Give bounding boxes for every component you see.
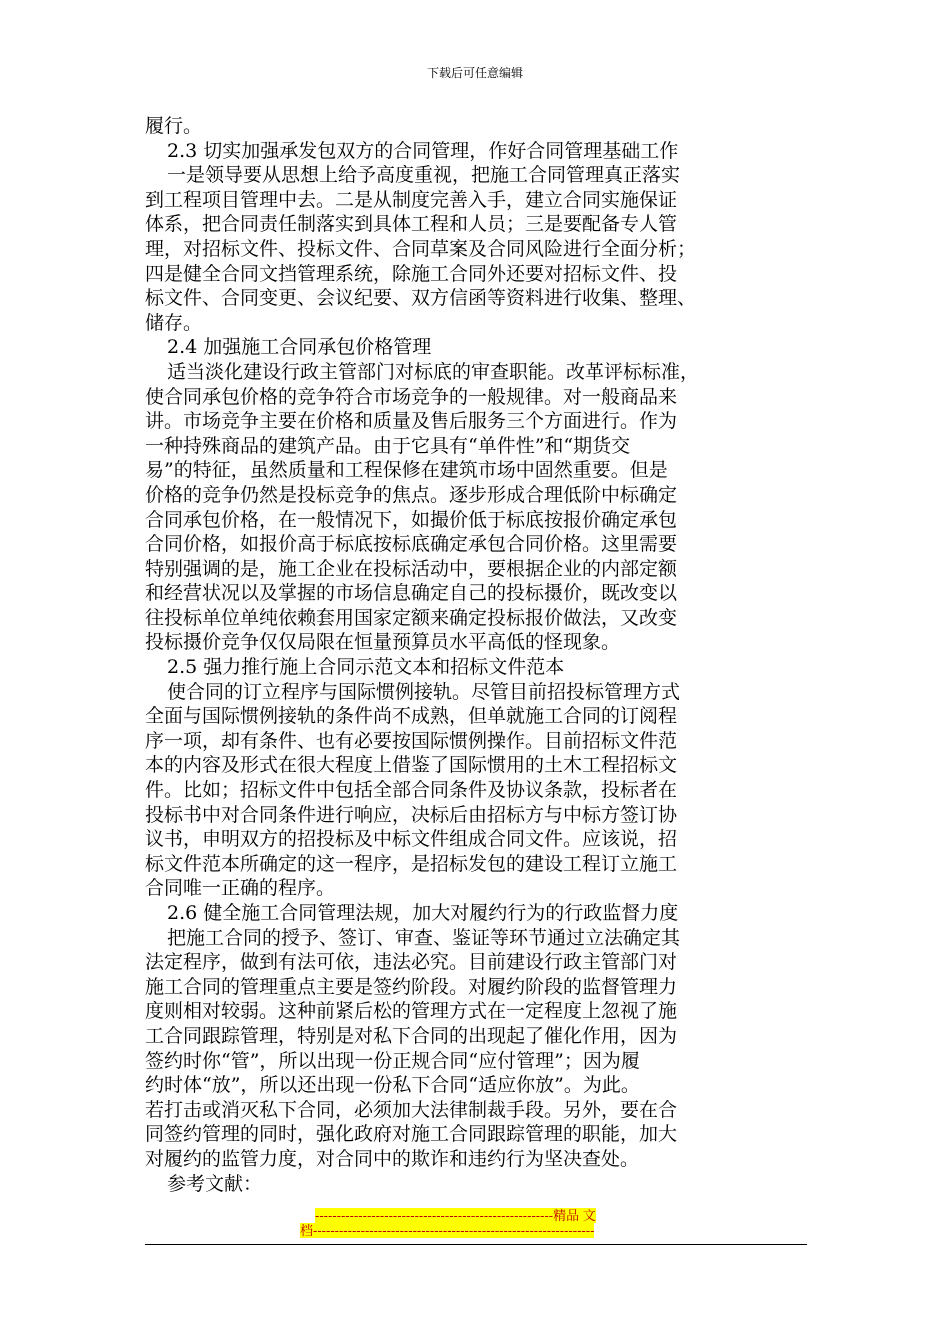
- text-line: 同签约管理的同时，强化政府对施工合同跟踪管理的职能，加大: [145, 1123, 678, 1146]
- text-line: 讲。市场竞争主要在价格和质量及售后服务三个方面进行。作为: [145, 410, 678, 433]
- text-line: 四是健全合同文挡管理系统，除施工合同外还要对招标文件、投: [145, 262, 678, 285]
- text-line: 合同承包价格，在一般情况下，如撮价低于标底按报价确定承包: [145, 508, 678, 531]
- text-line: 特别强调的是，施工企业在投标活动中，要根据企业的内部定额: [145, 557, 678, 580]
- watermark-line-2-text: 档-----------------------------------------------------------------: [300, 1223, 595, 1238]
- text-line: 把施工合同的授予、签订、审查、鉴证等环节通过立法确定其: [167, 926, 681, 949]
- text-line: 2.3 切实加强承发包双方的合同管理，作好合同管理基础工作: [167, 139, 679, 162]
- text-line: 2.6 健全施工合同管理法规，加大对履约行为的行政监督力度: [167, 902, 679, 924]
- footer-divider: [145, 1244, 807, 1245]
- text-line: 使合同的订立程序与国际惯例接轨。尽管目前招投标管理方式: [167, 680, 681, 703]
- text-line: 对履约的监管力度，对合同中的欺诈和违约行为坚决查处。: [145, 1147, 640, 1170]
- text-line: 工合同跟踪管理，特别是对私下合同的出现起了催化作用，因为: [145, 1024, 678, 1047]
- text-line: 2.5 强力推行施上合同示范文本和招标文件范本: [167, 656, 565, 679]
- text-line: 履行。: [145, 115, 203, 137]
- text-line: 易”的特征，虽然质量和工程保修在建筑市场中固然重要。但是: [145, 459, 668, 482]
- text-line: 约时体“放”，所以还出现一份私下合同“适应你放”。为此。: [145, 1074, 640, 1097]
- text-line: 一是领导要从思想上给予高度重视，把施工合同管理真正落实: [167, 164, 681, 187]
- text-line: 价格的竞争仍然是投标竞争的焦点。逐步形成合理低阶中标确定: [145, 483, 678, 506]
- text-line: 到工程项目管理中去。二是从制度完善入手，建立合同实施保证: [145, 188, 678, 211]
- text-line: 2.4 加强施工合同承包价格管理: [167, 336, 432, 359]
- text-line: 适当淡化建设行政主管部门对标底的审查职能。改革评标标准，: [167, 360, 700, 383]
- text-line: 若打击或消灭私下合同，必须加大法律制裁手段。另外，要在合: [145, 1098, 678, 1121]
- text-line: 参考文献：: [167, 1172, 263, 1195]
- watermark-footer: [300, 1208, 650, 1238]
- text-line: 往投标单位单纯依赖套用国家定额来确定投标报价做法，又改变: [145, 606, 678, 629]
- page-header: 下载后可任意编辑: [426, 66, 523, 80]
- text-line: 施工合同的管理重点主要是签约阶段。对履约阶段的监督管理力: [145, 975, 678, 998]
- text-line: 体系，把合同责任制落实到具体工程和人员；三是要配备专人管: [145, 213, 678, 236]
- text-line: 法定程序，做到有法可依，违法必究。目前建设行政主管部门对: [145, 951, 678, 974]
- watermark-line-1-text: -------------------------------------------------------精品 文: [315, 1208, 596, 1223]
- text-line: 投标书中对合同条件进行响应，决标后由招标方与中标方签订协: [145, 803, 678, 826]
- text-line: 标文件、合同变更、会议纪要、双方信函等资料进行收集、整理、: [145, 287, 697, 310]
- text-line: 议书，申明双方的招投标及中标文件组成合同文件。应该说，招: [145, 828, 678, 851]
- text-line: 本的内容及形式在很大程度上借鉴了国际惯用的土木工程招标文: [145, 754, 678, 777]
- document-body: [145, 114, 810, 1196]
- text-line: 一种持殊商品的建筑产品。由于它具有“单件性”和“期货交: [145, 434, 631, 457]
- text-line: 序一项，却有条件、也有必要按国际惯例操作。目前招标文件范: [145, 729, 678, 752]
- watermark-line-2: [300, 1223, 650, 1238]
- text-line: 标文件范本所确定的这一程序，是招标发包的建设工程订立施工: [145, 852, 678, 875]
- text-line: 使合同承包价格的竞争符合市场竞争的一般规律。对一般商品来: [145, 385, 678, 408]
- text-line: 储存。: [145, 311, 203, 334]
- text-line: 全面与国际惯例接轨的条件尚不成熟，但单就施工合同的订阅程: [145, 705, 678, 728]
- text-line: 件。比如；招标文件中包括全部合同条件及协议条款，投标者在: [145, 779, 678, 802]
- text-line: 合同唯一正确的程序。: [145, 877, 336, 900]
- text-line: 合同价格，如报价高于标底按标底确定承包合同价格。这里需要: [145, 533, 678, 556]
- text-line: 投标摄价竞争仅仅局限在恒量预算员水平高低的怪现象。: [145, 631, 621, 654]
- text-line: 理，对招标文件、投标文件、合同草案及合同风险进行全面分析；: [145, 237, 697, 260]
- text-line: 和经营状况以及掌握的市场信息确定自己的投标摄价，既改变以: [145, 582, 678, 605]
- text-line: 签约时你“管”，所以出现一份正规合同“应付管理”；因为履: [145, 1049, 640, 1072]
- watermark-line-1: [300, 1208, 650, 1223]
- text-line: 度则相对较弱。这种前紧后松的管理方式在一定程度上忽视了施: [145, 1000, 678, 1023]
